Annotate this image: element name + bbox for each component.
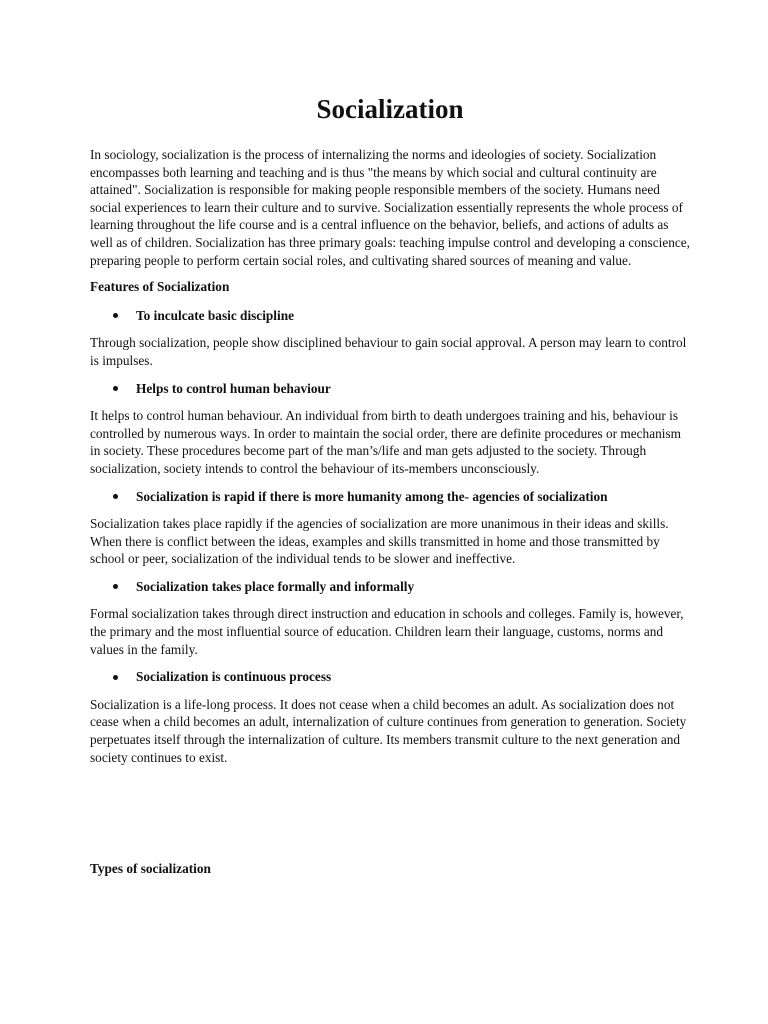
feature-paragraph: Socialization takes place rapidly if the agencies of socialization are more unanimous in their ideas and skills. When there is conflict between the ideas, examples and skills transmitted in home and those transmitted by school or peer, socialization of the individual tends to be slower and ineffective. <box>90 516 669 567</box>
bullet-icon <box>113 675 118 680</box>
feature-heading: Socialization is rapid if there is more humanity among the- agencies of socialization <box>136 488 608 504</box>
feature-heading: Socialization is continuous process <box>136 669 332 685</box>
feature-item <box>90 668 690 766</box>
feature-item <box>90 488 690 568</box>
feature-item <box>90 578 690 658</box>
bullet-icon <box>113 584 118 589</box>
intro-paragraph: In sociology, socialization is the process of internalizing the norms and ideologies of society. Socialization encompasses both learning and teaching and is thus "the means by which social and cultural continuity are attained". Socialization is responsible for making people responsible members of the society. Humans need social experiences to learn their culture and to survive. Socialization essentially represents the whole process of learning throughout the life course and is a central influence on the behavior, beliefs, and actions of adults as well as of children. Socialization has three primary goals: teaching impulse control and developing a conscience, preparing people to perform certain social roles, and cultivating shared sources of meaning and value. <box>90 147 691 268</box>
document-page <box>90 92 690 878</box>
feature-item <box>90 380 690 478</box>
bullet-icon <box>113 313 118 318</box>
document-title: Socialization <box>316 94 464 124</box>
blank-space <box>90 776 690 860</box>
feature-heading: To inculcate basic discipline <box>136 307 294 323</box>
feature-paragraph: It helps to control human behaviour. An individual from birth to death undergoes training and his, behaviour is controlled by numerous ways. In order to maintain the social order, there are definite procedures or mechanism in society. These procedures become part of the man’s/life and man gets adjusted to the society. Through socialization, society intends to control the behaviour of its-members unconsciously. <box>90 408 681 476</box>
bullet-icon <box>113 386 118 391</box>
feature-paragraph: Formal socialization takes through direct instruction and education in schools and colleges. Family is, however, the primary and the most influential source of education. Children learn their language, customs, norms and values in the family. <box>90 606 684 657</box>
feature-item <box>90 307 690 370</box>
feature-heading: Helps to control human behaviour <box>136 380 331 396</box>
feature-heading: Socialization takes place formally and informally <box>136 578 415 594</box>
features-heading: Features of Socialization <box>90 279 230 295</box>
bullet-icon <box>113 494 118 499</box>
feature-paragraph: Through socialization, people show disciplined behaviour to gain social approval. A person may learn to control is impulses. <box>90 335 687 368</box>
types-heading: Types of socialization <box>90 861 211 877</box>
feature-paragraph: Socialization is a life-long process. It does not cease when a child becomes an adult. As socialization does not cease when a child becomes an adult, internalization of culture continues from generation to generation. Society perpetuates itself through the internalization of culture. Its members transmit culture to the next generation and society continues to exist. <box>90 696 687 765</box>
